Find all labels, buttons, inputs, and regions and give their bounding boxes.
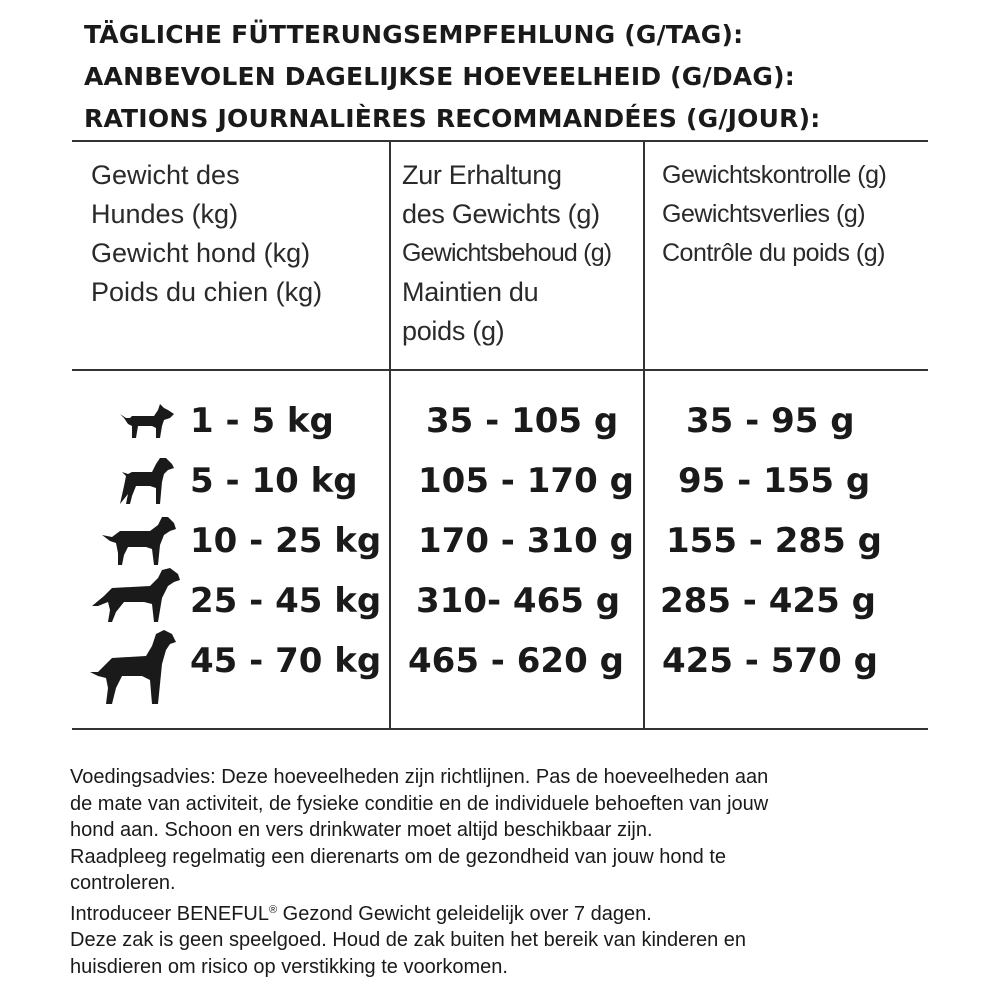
header-control [662, 156, 886, 273]
warning-line: huisdieren om risico op verstikking te voorkomen. [70, 955, 508, 978]
feeding-advice-text [70, 764, 950, 980]
control-amount: 155 - 285 g [666, 521, 882, 561]
weight-range: 5 - 10 kg [190, 461, 358, 501]
advice-line: Voedingsadvies: Deze hoeveelheden zijn richtlijnen. Pas de hoeveelheden aan [70, 766, 769, 788]
feeding-title-block [84, 14, 984, 140]
maintenance-amount: 465 - 620 g [408, 641, 624, 681]
maintenance-amount: 170 - 310 g [418, 521, 634, 561]
advice-line: controleren. [70, 872, 176, 894]
warning-line: Deze zak is geen speelgoed. Houd de zak buiten het bereik van kinderen en [70, 929, 747, 951]
header-weight-line: Poids du chien (kg) [91, 277, 323, 307]
header-maintenance-line: des Gewichts (g) [402, 199, 600, 229]
table-row [0, 571, 1000, 631]
header-control-line: Contrôle du poids (g) [662, 239, 885, 267]
advice-line: hond aan. Schoon en vers drinkwater moet altijd beschikbaar zijn. [70, 819, 653, 841]
header-maintenance-line: Gewichtsbehoud (g) [402, 239, 612, 267]
intro-line [70, 897, 950, 928]
control-amount: 285 - 425 g [660, 581, 876, 621]
header-maintenance-line: poids (g) [402, 316, 505, 346]
table-row [0, 451, 1000, 511]
intro-after: Gezond Gewicht geleidelijk over 7 dagen. [277, 902, 652, 925]
control-amount: 95 - 155 g [678, 461, 871, 501]
title-german: TÄGLICHE FÜTTERUNGSEMPFEHLUNG (G/TAG): [84, 20, 744, 49]
dog-giant-icon [88, 628, 178, 706]
header-weight-line: Gewicht hond (kg) [91, 238, 311, 268]
header-maintenance [402, 156, 611, 351]
title-dutch: AANBEVOLEN DAGELIJKSE HOEVEELHEID (G/DAG): [84, 62, 795, 91]
dog-large-icon [90, 566, 182, 624]
dog-medium-icon [100, 515, 178, 567]
maintenance-amount: 35 - 105 g [426, 401, 619, 441]
weight-range: 25 - 45 kg [190, 581, 382, 621]
table-row [0, 391, 1000, 451]
advice-line: Raadpleeg regelmatig een dierenarts om de gezondheid van jouw hond te [70, 845, 727, 868]
header-weight-line: Hundes (kg) [91, 199, 239, 229]
dog-terrier-icon [116, 456, 176, 506]
intro-before: Introduceer BENEFUL [70, 902, 269, 925]
table-row [0, 511, 1000, 571]
weight-range: 1 - 5 kg [190, 401, 334, 441]
header-maintenance-line: Zur Erhaltung [402, 160, 562, 190]
control-amount: 35 - 95 g [686, 401, 855, 441]
dog-small-icon [118, 404, 176, 440]
header-weight [91, 156, 322, 312]
table-row [0, 631, 1000, 691]
weight-range: 45 - 70 kg [190, 641, 382, 681]
title-french: RATIONS JOURNALIÈRES RECOMMANDÉES (G/JOUR): [84, 104, 821, 133]
table-top-rule [72, 140, 928, 142]
weight-range: 10 - 25 kg [190, 521, 382, 561]
header-control-line: Gewichtsverlies (g) [662, 200, 866, 228]
table-header-rule [72, 369, 928, 371]
header-maintenance-line: Maintien du [402, 277, 539, 307]
header-weight-line: Gewicht des [91, 160, 240, 190]
control-amount: 425 - 570 g [662, 641, 878, 681]
advice-line: de mate van activiteit, de fysieke conditie en de individuele behoeften van jouw [70, 792, 769, 815]
header-control-line: Gewichtskontrolle (g) [662, 161, 887, 189]
maintenance-amount: 310- 465 g [416, 581, 621, 621]
maintenance-amount: 105 - 170 g [418, 461, 634, 501]
table-bottom-rule [72, 728, 928, 730]
registered-mark: ® [268, 903, 278, 916]
